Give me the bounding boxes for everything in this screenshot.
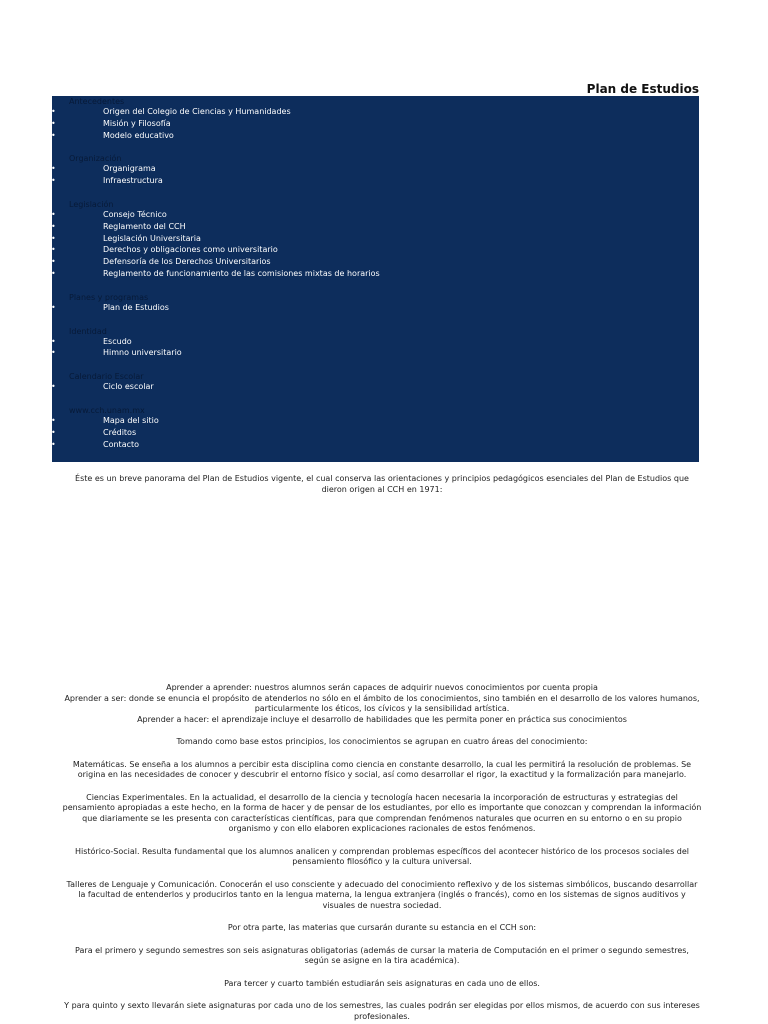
nav-section-identidad [52, 326, 699, 360]
nav-link-consejo[interactable]: • Consejo Técnico [51, 209, 167, 219]
nav-link-mision[interactable]: • Misión y Filosofía [51, 118, 171, 128]
nav-link-defensoria[interactable]: • Defensoría de los Derechos Universitarios [51, 257, 271, 267]
area-historico: Histórico-Social. Resulta fundamental que los alumnos analicen y comprendan problemas específicos del acontecer histórico de los procesos sociales del pensamiento filosófico y la cultura universal. [74, 846, 690, 866]
main-content [62, 474, 702, 1022]
nav-link-infraestructura[interactable]: • Infraestructura [51, 176, 163, 186]
bullet-icon: • [51, 257, 56, 267]
nav-heading[interactable]: Antecedentes [69, 97, 125, 106]
nav-section-calendario [52, 371, 699, 393]
bullet-icon: • [51, 427, 56, 437]
nav-link-contacto[interactable]: • Contacto [51, 439, 140, 449]
area-ciencias: Ciencias Experimentales. En la actualidad, el desarrollo de la ciencia y tecnología hacen necesaria la incorporación de estructuras y estrategias del pensamiento apropiadas a este hecho, en la forma de hacer y de pensar de los estudiantes, por ello es importante que conozcan y comprendan la información que diariamente se les presenta con características científicas, para que comprendan fenómenos naturales que ocurren en su entorno o en su propio organismo y con ello elaboren explicaciones racionales de estos fenómenos. [62, 792, 702, 833]
nav-link-legislacion[interactable]: • Legislación Universitaria [51, 233, 201, 243]
navigation-menu [52, 96, 699, 462]
nav-section-organizacion [52, 153, 699, 187]
nav-heading[interactable]: Planes y programas [69, 292, 149, 302]
bullet-icon: • [51, 348, 56, 358]
nav-heading[interactable]: Organización [69, 154, 122, 164]
principle-ser: Aprender a ser: donde se enuncia el propósito de atenderlos no sólo en el ámbito de los conocimientos, sino también en el desarrollo de los valores humanos, particularmente los éticos, los cívicos y la sensibilidad artística. [64, 693, 700, 713]
nav-link-creditos[interactable]: • Créditos [51, 427, 137, 437]
principle-hacer: Aprender a hacer: el aprendizaje incluye el desarrollo de habilidades que les permita poner en práctica sus conocimientos [137, 714, 627, 724]
bullet-icon: • [51, 130, 56, 140]
semestres-1-2: Para el primero y segundo semestres son seis asignaturas obligatorias (además de cursar la materia de Computación en el primer o segundo semestres, según se asigne en la tira académica). [75, 945, 689, 965]
area-talleres: Talleres de Lenguaje y Comunicación. Conocerán el uso consciente y adecuado del conocimiento reflexivo y de los sistemas simbólicos, buscando desarrollar la facultad de entenderlos y producirlos tanto en la lengua materna, la lengua extranjera (inglés o francés), como en los sistemas de signos auditivos y visuales de nuestra sociedad. [66, 879, 698, 910]
nav-link-himno[interactable]: • Himno universitario [51, 348, 182, 358]
nav-link-mapa[interactable]: • Mapa del sitio [51, 415, 159, 425]
page-title: Plan de Estudios [586, 82, 699, 96]
bullet-icon: • [51, 176, 56, 186]
bullet-icon: • [51, 268, 56, 278]
nav-section-antecedentes [52, 96, 699, 141]
nav-link-escudo[interactable]: • Escudo [51, 336, 132, 346]
intro-paragraph: Éste es un breve panorama del Plan de Estudios vigente, el cual conserva las orientaciones y principios pedagógicos esenciales del Plan de Estudios que dieron origen al CCH en 1971: [75, 474, 689, 494]
areas-intro: Tomando como base estos principios, los conocimientos se agrupan en cuatro áreas del conocimiento: [176, 737, 588, 746]
nav-link-reglamento-cch[interactable]: • Reglamento del CCH [51, 221, 186, 231]
bullet-icon: • [51, 209, 56, 219]
nav-heading[interactable]: Legislación [69, 199, 114, 209]
materias-intro: Por otra parte, las materias que cursarán durante su estancia en el CCH son: [227, 923, 537, 932]
nav-heading[interactable]: Calendario Escolar [69, 372, 144, 382]
nav-link-origen[interactable]: • Origen del Colegio de Ciencias y Humanidades [51, 107, 291, 116]
image-placeholder [62, 495, 702, 683]
bullet-icon: • [51, 245, 56, 255]
bullet-icon: • [51, 439, 56, 449]
nav-link-plan-estudios[interactable]: • Plan de Estudios [51, 302, 169, 312]
nav-heading[interactable]: Identidad [69, 326, 107, 336]
bullet-icon: • [51, 336, 56, 346]
bullet-icon: • [51, 221, 56, 231]
nav-section-planes [52, 292, 699, 314]
semestres-3-4: Para tercer y cuarto también estudiarán seis asignaturas en cada uno de ellos. [224, 978, 540, 988]
bullet-icon: • [51, 164, 56, 174]
bullet-icon: • [51, 233, 56, 243]
bullet-icon: • [51, 302, 56, 312]
nav-link-ciclo[interactable]: • Ciclo escolar [51, 382, 154, 392]
principle-aprender: Aprender a aprender: nuestros alumnos serán capaces de adquirir nuevos conocimientos por cuenta propia [166, 683, 598, 692]
area-matematicas: Matemáticas. Se enseña a los alumnos a percibir esta disciplina como ciencia en constante desarrollo, la cual les permitirá la resolución de problemas. Se origina en las necesidades de conocer y descubrir el entorno físico y social, así como desarrollar el rigor, la exactitud y la formalización para manejarlo. [72, 759, 692, 779]
nav-link-organigrama[interactable]: • Organigrama [51, 164, 156, 174]
bullet-icon: • [51, 107, 56, 116]
nav-link-modelo[interactable]: • Modelo educativo [51, 130, 174, 140]
nav-section-sitio [52, 405, 699, 450]
nav-link-comisiones[interactable]: • Reglamento de funcionamiento de las comisiones mixtas de horarios [51, 268, 380, 278]
bullet-icon: • [51, 382, 56, 392]
bullet-icon: • [51, 415, 56, 425]
semestres-5-6: Y para quinto y sexto llevarán siete asignaturas por cada uno de los semestres, las cuales podrán ser elegidas por ellos mismos, de acuerdo con sus intereses profesionales. [64, 1001, 700, 1021]
bullet-icon: • [51, 118, 56, 128]
nav-section-legislacion [52, 199, 699, 280]
nav-heading[interactable]: www.cch.unam.mx [69, 405, 145, 415]
nav-link-derechos[interactable]: • Derechos y obligaciones como universitario [51, 245, 278, 255]
